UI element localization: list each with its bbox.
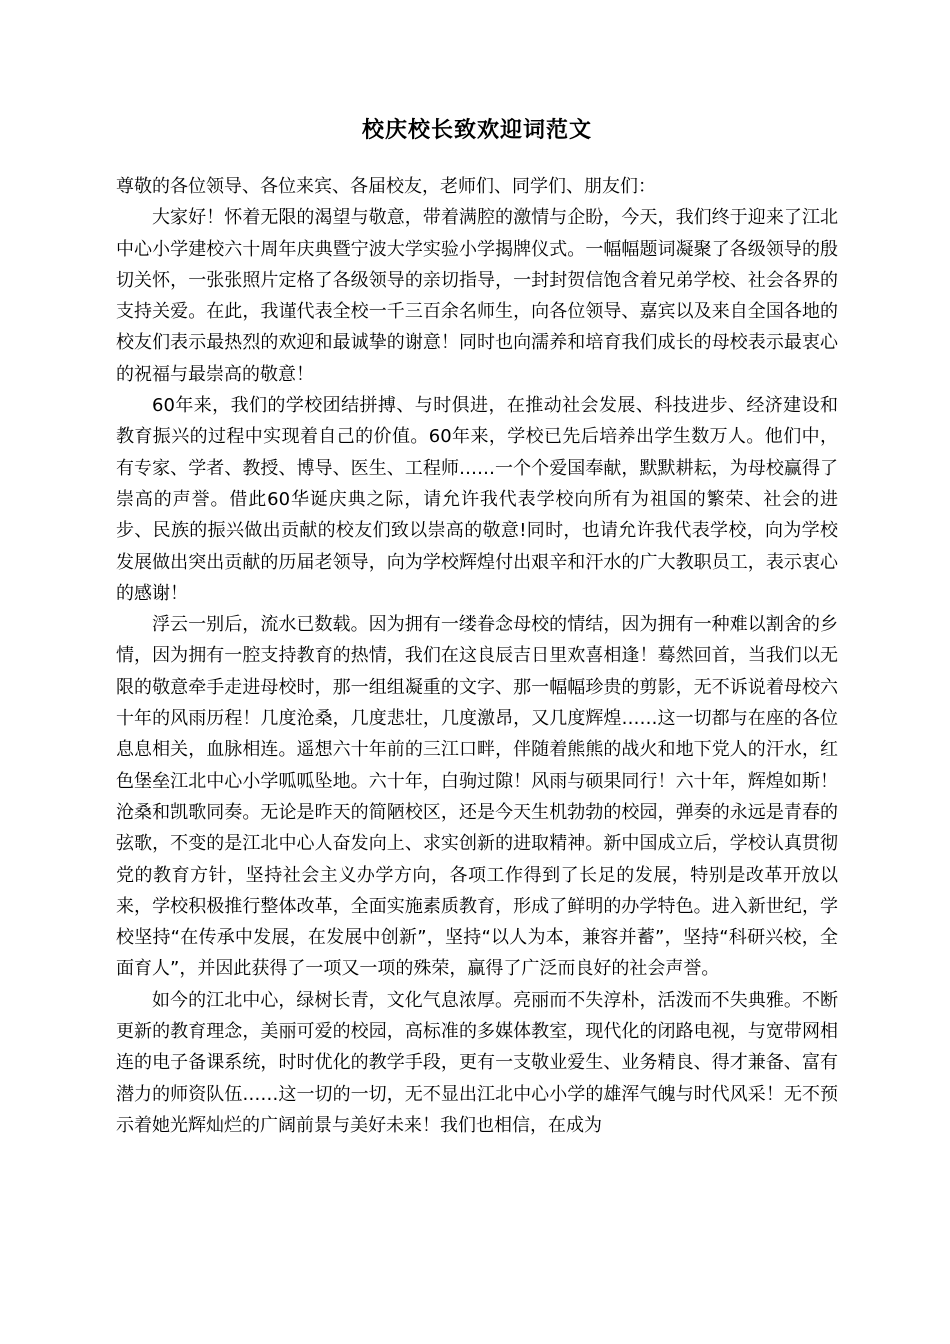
salutation: 尊敬的各位领导、各位来宾、各届校友，老师们、同学们、朋友们：: [116, 176, 656, 197]
paragraph-today: 如今的江北中心，绿树长青，文化气息浓厚。亮丽而不失淳朴，活泼而不失典雅。不断更新的教育理念，美丽可爱的校园，高标准的多媒体教室，现代化的闭路电视，与宽带网相连的电子备课系统，时时优化的教学手段，更有一支敬业爱生、业务精良、得才兼备、富有潜力的师资队伍……这一切的一切，无不显出江北中心小学的雄浑气魄与时代风采！无不预示着她光辉灿烂的广阔前景与美好未来！我们也相信，在成为: [116, 989, 838, 1136]
paragraph-sixty-years: 60年来，我们的学校团结拼搏、与时俱进，在推动社会发展、科技进步、经济建设和教育振兴的过程中实现着自己的价值。60年来，学校已先后培养出学生数万人。他们中，有专家、学者、教授、博导、医生、工程师……一个个爱国奉献，默默耕耘，为母校赢得了崇高的声誉。借此60华诞庆典之际，请允许我代表学校向所有为祖国的繁荣、社会的进步、民族的振兴做出贡献的校友们致以崇高的敬意!同时，也请允许我代表学校，向为学校发展做出突出贡献的历届老领导，向为学校辉煌付出艰辛和汗水的广大教职员工，表示衷心的感谢！: [116, 395, 838, 604]
paragraph-greeting: 大家好！怀着无限的渴望与敬意，带着满腔的激情与企盼，今天，我们终于迎来了江北中心小学建校六十周年庆典暨宁波大学实验小学揭牌仪式。一幅幅题词凝聚了各级领导的殷切关怀，一张张照片定格了各级领导的亲切指导，一封封贺信饱含着兄弟学校、社会各界的支持关爱。在此，我谨代表全校一千三百余名师生，向各位领导、嘉宾以及来自全国各地的校友们表示最热烈的欢迎和最诚挚的谢意！同时也向濡养和培育我们成长的母校表示最衷心的祝福与最崇高的敬意！: [116, 207, 838, 385]
document-title: 校庆校长致欢迎词范文: [361, 118, 592, 143]
paragraph-history: 浮云一别后，流水已数载。因为拥有一缕眷念母校的情结，因为拥有一种难以割舍的乡情，因为拥有一腔支持教育的热情，我们在这良辰吉日里欢喜相逢！蓦然回首，当我们以无限的敬意牵手走进母校时，那一组组凝重的文字、那一幅幅珍贵的剪影，无不诉说着母校六十年的风雨历程！几度沧桑，几度悲壮，几度激昂，又几度辉煌……这一切都与在座的各位息息相关，血脉相连。遥想六十年前的三江口畔，伴随着熊熊的战火和地下党人的汗水，红色堡垒江北中心小学呱呱坠地。六十年，白驹过隙！风雨与硕果同行！六十年，辉煌如斯！沧桑和凯歌同奏。无论是昨天的简陋校区，还是今天生机勃勃的校园，弹奏的永远是青春的弦歌，不变的是江北中心人奋发向上、求实创新的进取精神。新中国成立后，学校认真贯彻党的教育方针，坚持社会主义办学方向，各项工作得到了长足的发展，特别是改革开放以来，学校积极推行整体改革，全面实施素质教育，形成了鲜明的办学特色。进入新世纪，学校坚持“在传承中发展，在发展中创新”，坚持“以人为本，兼容并蓄”，坚持“科研兴校，全面育人”，并因此获得了一项又一项的殊荣，赢得了广泛而良好的社会声誉。: [116, 614, 838, 980]
document-body: [116, 171, 838, 1141]
